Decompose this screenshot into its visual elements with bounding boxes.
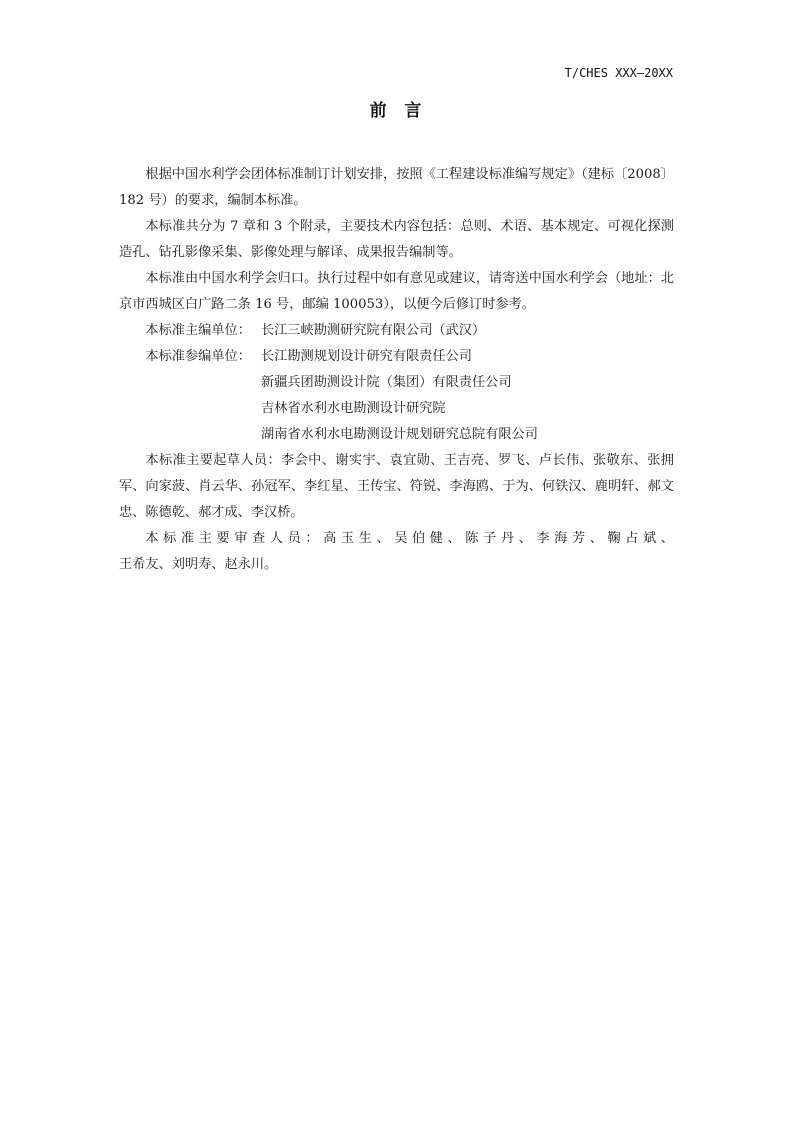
paragraph-basis: 根据中国水利学会团体标准制订计划安排，按照《工程建设标准编写规定》（建标〔2008〕182 号）的要求，编制本标准。	[119, 167, 674, 208]
paragraph-contents: 本标准共分为 7 章和 3 个附录，主要技术内容包括：总则、术语、基本规定、可视化探测造孔、钻孔影像采集、影像处理与解译、成果报告编制等。	[119, 219, 674, 260]
participating-row	[119, 344, 674, 370]
participating-unit: 湖南省水利水电勘测设计规划研究总院有限公司	[261, 427, 538, 442]
chief-editor-row	[119, 318, 674, 344]
chief-editor-label: 本标准主编单位：	[145, 323, 251, 338]
participating-label: 本标准参编单位：	[145, 349, 251, 364]
chief-editor-unit: 长江三峡勘测研究院有限公司（武汉）	[261, 323, 486, 338]
participating-unit: 吉林省水利水电勘测设计研究院	[261, 401, 446, 416]
paragraph-drafters: 本标准主要起草人员：李会中、谢实宇、袁宜勋、王吉亮、罗飞、卢长伟、张敬东、张拥军、向家菠、肖云华、孙冠军、李红星、王传宝、符锐、李海鸥、于为、何铁汉、鹿明轩、郝文忠、陈德乾、郝才成、李汉桥。	[119, 453, 674, 520]
participating-unit: 新疆兵团勘测设计院（集团）有限责任公司	[261, 375, 512, 390]
participating-row	[119, 422, 674, 448]
paragraph-reviewers-line2: 王希友、刘明寿、赵永川。	[119, 557, 278, 572]
page-title: 前 言	[369, 101, 424, 121]
participating-row	[119, 396, 674, 422]
foreword-body	[119, 162, 674, 578]
paragraph-management: 本标准由中国水利学会归口。执行过程中如有意见或建议，请寄送中国水利学会（地址：北京市西城区白广路二条 16 号，邮编 100053），以便今后修订时参考。	[119, 271, 674, 312]
participating-unit: 长江勘测规划设计研究有限责任公司	[261, 349, 472, 364]
participating-row	[119, 370, 674, 396]
document-code: T/CHES XXX—20XX	[564, 66, 673, 80]
paragraph-reviewers-line1: 本标准主要审查人员：高玉生、吴伯健、陈子丹、李海芳、鞠占斌、	[145, 531, 674, 546]
